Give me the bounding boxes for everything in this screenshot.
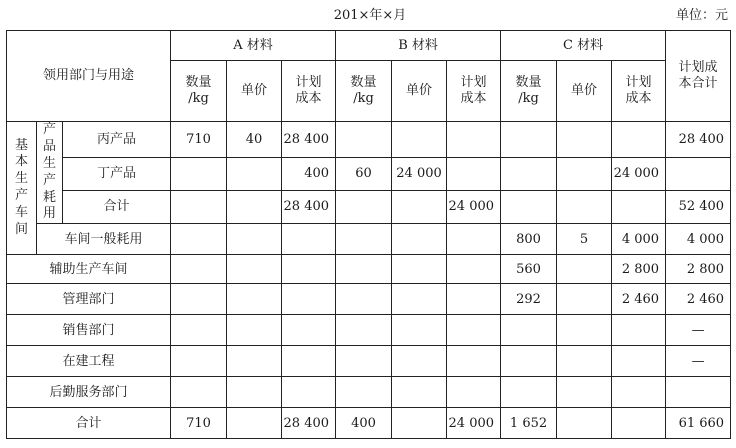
b-qty-header: 数量 /kg xyxy=(336,61,392,122)
a-price xyxy=(227,315,282,346)
b-cost: 24 000 xyxy=(447,408,501,439)
row-total: 61 660 xyxy=(666,408,731,439)
b-price xyxy=(392,315,447,346)
a-price xyxy=(227,284,282,315)
a-cost: 400 xyxy=(282,157,336,190)
a-price xyxy=(227,255,282,284)
b-cost xyxy=(447,157,501,190)
c-qty: 800 xyxy=(501,224,557,255)
c-cost: 2 800 xyxy=(612,255,666,284)
c-qty-header: 数量 /kg xyxy=(501,61,557,122)
b-price xyxy=(392,284,447,315)
row-label: 合计 xyxy=(63,190,171,223)
a-qty xyxy=(171,224,227,255)
b-qty xyxy=(336,377,392,408)
report-period: 201×年×月 xyxy=(333,8,407,23)
a-cost xyxy=(282,346,336,377)
a-qty: 710 xyxy=(171,122,227,158)
c-price xyxy=(557,190,612,223)
a-qty-header: 数量 /kg xyxy=(171,61,227,122)
b-price xyxy=(392,377,447,408)
b-cost: 24 000 xyxy=(447,190,501,223)
b-qty xyxy=(336,315,392,346)
a-cost xyxy=(282,315,336,346)
a-cost: 28 400 xyxy=(282,190,336,223)
b-cost xyxy=(447,315,501,346)
c-price xyxy=(557,284,612,315)
a-cost-header: 计划 成本 xyxy=(282,61,336,122)
table-row-grand-total xyxy=(7,408,731,439)
table-row xyxy=(7,190,731,223)
a-price xyxy=(227,346,282,377)
a-qty xyxy=(171,346,227,377)
row-label: 丙产品 xyxy=(63,122,171,158)
table-row xyxy=(7,255,731,284)
a-qty xyxy=(171,190,227,223)
table-row xyxy=(7,122,731,158)
row-total: — xyxy=(666,346,731,377)
c-qty: 292 xyxy=(501,284,557,315)
b-price xyxy=(392,255,447,284)
a-qty xyxy=(171,255,227,284)
c-price-header: 单价 xyxy=(557,61,612,122)
c-price xyxy=(557,346,612,377)
row-label: 车间一般耗用 xyxy=(37,224,171,255)
c-qty: 1 652 xyxy=(501,408,557,439)
material-a-header: A 材料 xyxy=(171,31,336,61)
a-qty: 710 xyxy=(171,408,227,439)
c-price: 5 xyxy=(557,224,612,255)
row-label: 管理部门 xyxy=(7,284,171,315)
currency-unit: 单位：元 xyxy=(675,8,728,23)
a-qty xyxy=(171,157,227,190)
dept-header: 领用部门与用途 xyxy=(7,31,171,122)
c-price xyxy=(557,408,612,439)
a-cost: 28 400 xyxy=(282,122,336,158)
b-price xyxy=(392,122,447,158)
a-cost xyxy=(282,255,336,284)
a-cost xyxy=(282,284,336,315)
c-price xyxy=(557,157,612,190)
a-price xyxy=(227,157,282,190)
table-row xyxy=(7,284,731,315)
b-price xyxy=(392,346,447,377)
c-qty xyxy=(501,315,557,346)
b-qty xyxy=(336,224,392,255)
row-label: 丁产品 xyxy=(63,157,171,190)
a-qty xyxy=(171,377,227,408)
total-cost-header: 计划成 本合计 xyxy=(666,31,731,122)
table-row xyxy=(7,224,731,255)
row-total: 2 460 xyxy=(666,284,731,315)
b-cost xyxy=(447,377,501,408)
c-cost: 4 000 xyxy=(612,224,666,255)
row-label: 在建工程 xyxy=(7,346,171,377)
a-price: 40 xyxy=(227,122,282,158)
table-row xyxy=(7,377,731,408)
row-label: 后勤服务部门 xyxy=(7,377,171,408)
b-cost xyxy=(447,122,501,158)
material-c-header: C 材料 xyxy=(501,31,666,61)
a-cost: 28 400 xyxy=(282,408,336,439)
table-row xyxy=(7,346,731,377)
b-qty: 60 xyxy=(336,157,392,190)
b-qty xyxy=(336,190,392,223)
a-qty xyxy=(171,315,227,346)
a-cost xyxy=(282,224,336,255)
c-price xyxy=(557,255,612,284)
a-price xyxy=(227,408,282,439)
b-price-header: 单价 xyxy=(392,61,447,122)
a-qty xyxy=(171,284,227,315)
c-cost: 24 000 xyxy=(612,157,666,190)
b-price xyxy=(392,190,447,223)
b-cost xyxy=(447,255,501,284)
row-label: 辅助生产车间 xyxy=(7,255,171,284)
b-qty: 400 xyxy=(336,408,392,439)
c-cost: 2 460 xyxy=(612,284,666,315)
c-price xyxy=(557,122,612,158)
b-price: 24 000 xyxy=(392,157,447,190)
b-cost xyxy=(447,224,501,255)
row-total: — xyxy=(666,315,731,346)
b-cost-header: 计划 成本 xyxy=(447,61,501,122)
row-total: 2 800 xyxy=(666,255,731,284)
material-b-header: B 材料 xyxy=(336,31,501,61)
c-cost xyxy=(612,346,666,377)
c-cost xyxy=(612,190,666,223)
a-cost xyxy=(282,377,336,408)
c-qty xyxy=(501,190,557,223)
b-cost xyxy=(447,346,501,377)
b-cost xyxy=(447,284,501,315)
a-price xyxy=(227,224,282,255)
b-qty xyxy=(336,346,392,377)
row-total: 28 400 xyxy=(666,122,731,158)
c-cost xyxy=(612,408,666,439)
material-allocation-table xyxy=(6,30,731,439)
c-qty: 560 xyxy=(501,255,557,284)
row-total: 52 400 xyxy=(666,190,731,223)
b-qty xyxy=(336,122,392,158)
product-consumption-group: 产品生产耗用 xyxy=(37,122,63,224)
c-cost xyxy=(612,377,666,408)
c-price xyxy=(557,377,612,408)
table-row xyxy=(7,315,731,346)
b-qty xyxy=(336,284,392,315)
c-qty xyxy=(501,377,557,408)
row-label: 销售部门 xyxy=(7,315,171,346)
c-cost xyxy=(612,122,666,158)
c-cost-header: 计划 成本 xyxy=(612,61,666,122)
c-price xyxy=(557,315,612,346)
header-row-materials xyxy=(7,31,731,61)
row-label: 合计 xyxy=(7,408,171,439)
a-price xyxy=(227,377,282,408)
c-qty xyxy=(501,157,557,190)
row-total: 4 000 xyxy=(666,224,731,255)
table-row xyxy=(7,157,731,190)
a-price xyxy=(227,190,282,223)
c-qty xyxy=(501,346,557,377)
b-price xyxy=(392,224,447,255)
a-price-header: 单价 xyxy=(227,61,282,122)
row-total xyxy=(666,377,731,408)
basic-workshop-group: 基本生产车间 xyxy=(7,122,37,255)
c-cost xyxy=(612,315,666,346)
b-qty xyxy=(336,255,392,284)
b-price xyxy=(392,408,447,439)
row-total xyxy=(666,157,731,190)
c-qty xyxy=(501,122,557,158)
